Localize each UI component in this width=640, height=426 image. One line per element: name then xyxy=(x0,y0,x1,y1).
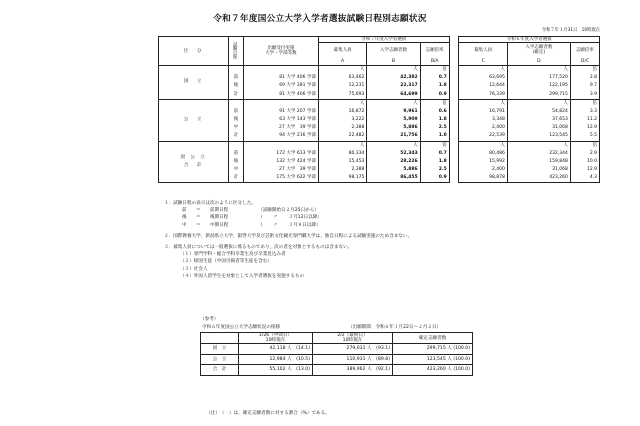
note-1: １．試験日程の表示は次のように区分した。 xyxy=(164,201,256,206)
unit-gap xyxy=(449,141,459,150)
unit-label: 人 xyxy=(507,141,570,150)
ratio-r7-cell: 0.7 xyxy=(420,74,449,82)
ratio-r7-cell: 0.9 xyxy=(420,174,449,183)
ratio-r7-cell: 1.8 xyxy=(420,158,449,166)
applicants-r7-cell: 21,756 xyxy=(367,132,420,141)
capacity-r6-cell: 98,878 xyxy=(459,174,507,183)
reference-header-blank xyxy=(201,333,239,344)
gap-cell xyxy=(449,166,459,174)
unit-label: 倍 xyxy=(570,66,599,75)
reference-row xyxy=(201,365,473,376)
reference-c1-cell: 42,118 人 (14.1) xyxy=(239,344,313,355)
ratio-r7-cell: 0.9 xyxy=(420,91,449,100)
page-title: 令和７年度国公立大学入学者選抜試験日程別志願状況 xyxy=(213,14,427,24)
unit-label: 人 xyxy=(459,141,507,150)
capacity-r6-cell: 80,486 xyxy=(459,150,507,158)
gap-cell xyxy=(449,158,459,166)
applicants-r6-cell: 37,653 xyxy=(507,116,570,124)
header-applicants-r6: 入学志願者数 (確定) xyxy=(507,43,570,58)
header-institutions: 出願受付実施 大学・学部等数 xyxy=(243,37,318,66)
institutions-cell: 81 大学 406 学部 xyxy=(243,91,318,100)
applicants-r6-cell: 177,520 xyxy=(507,74,570,82)
unit-blank xyxy=(243,99,318,108)
header-col_c: C xyxy=(459,57,507,66)
unit-row xyxy=(159,99,600,108)
header-col_ba: B/A xyxy=(420,57,449,66)
schedule-cell: 計 xyxy=(229,91,244,100)
ratio-r7-cell: 0.6 xyxy=(420,108,449,116)
capacity-r7-cell: 2,388 xyxy=(318,124,366,132)
legend-name: 前期日程 xyxy=(210,208,229,214)
unit-label: 人 xyxy=(367,99,420,108)
unit-row xyxy=(159,66,600,75)
schedule-cell: 計 xyxy=(229,132,244,141)
gap-cell xyxy=(449,132,459,141)
gap-cell xyxy=(449,108,459,116)
group-name: 国 立 xyxy=(159,66,229,100)
reference-title: 令和６年度国公立大学志願状況の推移 xyxy=(202,325,281,330)
unit-blank xyxy=(243,66,318,75)
schedule-cell: 前 xyxy=(229,150,244,158)
unit-label: 人 xyxy=(507,99,570,108)
institutions-cell: 94 大学 216 学部 xyxy=(243,132,318,141)
unit-blank xyxy=(243,141,318,150)
gap-cell xyxy=(449,124,459,132)
applicants-r7-cell: 28,226 xyxy=(367,158,420,166)
capacity-r6-cell: 2,400 xyxy=(459,166,507,174)
legend-sym: 後 xyxy=(182,215,187,221)
applicants-r6-cell: 232,344 xyxy=(507,150,570,158)
ratio-r6-cell: 2.9 xyxy=(570,150,599,158)
ratio-r6-cell: 11.2 xyxy=(570,116,599,124)
capacity-r6-cell: 12,644 xyxy=(459,82,507,90)
legend-sym: 前 xyxy=(182,208,187,214)
unit-label: 人 xyxy=(459,66,507,75)
exclusion-item: （２）帰国生徒（中国引揚者等生徒を含む） xyxy=(180,259,272,265)
reference-header-row xyxy=(201,333,473,344)
unit-label: 倍 xyxy=(570,141,599,150)
note-2: ２．国際教養大学，新潟県立大学，叡啓大学及び芸術文化観光専門職大学は，独自日程による試験実施のため含まない。 xyxy=(164,233,413,239)
reference-c3-cell: 423,260 人 (100.0) xyxy=(393,365,473,376)
capacity-r7-cell: 75,693 xyxy=(318,91,366,100)
unit-blank xyxy=(229,66,244,75)
applicants-r7-cell: 86,455 xyxy=(367,174,420,183)
applicants-r6-cell: 159,848 xyxy=(507,158,570,166)
applicants-r6-cell: 122,195 xyxy=(507,82,570,90)
capacity-r7-cell: 12,231 xyxy=(318,82,366,90)
header-capacity-r6: 募集人員 xyxy=(459,43,507,58)
header-row-1 xyxy=(159,37,600,43)
reference-c2-cell: 389,962 人 (92.1) xyxy=(313,365,393,376)
unit-label: 人 xyxy=(318,66,366,75)
institutions-cell: 175 大学 622 学部 xyxy=(243,174,318,183)
exclusion-item: （３）社会人 xyxy=(180,266,208,272)
capacity-r7-cell: 16,872 xyxy=(318,108,366,116)
legend-sym: 中 xyxy=(182,222,187,228)
capacity-r6-cell: 15,992 xyxy=(459,158,507,166)
schedule-cell: 中 xyxy=(229,124,244,132)
capacity-r6-cell: 63,695 xyxy=(459,74,507,82)
reference-c3-cell: 123,545 人 (100.0) xyxy=(393,354,473,365)
group-name: 公 立 xyxy=(159,99,229,141)
applicants-r7-cell: 42,382 xyxy=(367,74,420,82)
header-ratio-r6: 志願倍率 xyxy=(570,43,599,58)
ratio-r7-cell: 1.0 xyxy=(420,132,449,141)
header-category: 区 分 xyxy=(159,37,229,66)
reference-footnote: （注） （ ）は，確定志願者数に対する割合（%）である。 xyxy=(206,411,330,416)
header-col_a: A xyxy=(318,57,366,66)
capacity-r6-cell: 76,339 xyxy=(459,91,507,100)
header-schedule-text: 試験日程 xyxy=(232,42,238,60)
ratio-r7-cell: 2.5 xyxy=(420,166,449,174)
applicants-r6-cell: 423,260 xyxy=(507,174,570,183)
header-capacity-r7: 募集人員 xyxy=(318,43,366,58)
institutions-cell: 91 大学 207 学部 xyxy=(243,108,318,116)
capacity-r6-cell: 2,400 xyxy=(459,124,507,132)
reference-row xyxy=(201,354,473,365)
ratio-r6-cell: 5.5 xyxy=(570,132,599,141)
group-name: 国 公 立 合 計 xyxy=(159,141,229,183)
institutions-cell: 69 大学 281 学部 xyxy=(243,82,318,90)
ratio-r6-cell: 12.9 xyxy=(570,166,599,174)
header-col_b: B xyxy=(367,57,420,66)
unit-label: 人 xyxy=(367,141,420,150)
ratio-r6-cell: 9.7 xyxy=(570,82,599,90)
capacity-r7-cell: 2,388 xyxy=(318,166,366,174)
institutions-cell: 27 大学 39 学部 xyxy=(243,124,318,132)
applicants-r6-cell: 31,068 xyxy=(507,124,570,132)
institutions-cell: 63 大学 143 学部 xyxy=(243,116,318,124)
legend-detail: （ 〃 ３月12日以降） xyxy=(258,215,322,221)
capacity-r6-cell: 16,791 xyxy=(459,108,507,116)
reference-header-c2: 2/2（最終日） 10時現在 xyxy=(313,333,393,344)
reference-c2-cell: 279,031 人 (93.1) xyxy=(313,344,393,355)
gap-cell xyxy=(449,116,459,124)
legend-detail: （試験開始日２月25日から） xyxy=(258,208,319,214)
ratio-r7-cell: 1.8 xyxy=(420,82,449,90)
reference-header-c1: 1/26（中間日） 10時現在 xyxy=(239,333,313,344)
unit-label: 人 xyxy=(318,141,366,150)
unit-blank xyxy=(229,141,244,150)
reference-c2-cell: 110,931 人 (89.8) xyxy=(313,354,393,365)
unit-label: 倍 xyxy=(420,141,449,150)
header-col_d: D xyxy=(507,57,570,66)
capacity-r7-cell: 63,462 xyxy=(318,74,366,82)
institutions-cell: 27 大学 39 学部 xyxy=(243,166,318,174)
institutions-cell: 132 大学 424 学部 xyxy=(243,158,318,166)
reference-label: （参考） xyxy=(200,317,219,322)
schedule-legend-item xyxy=(164,207,412,214)
legend-eq: ＝ xyxy=(196,215,201,221)
gap-cell xyxy=(449,82,459,90)
reference-row-name: 公 立 xyxy=(201,354,239,365)
unit-label: 人 xyxy=(459,99,507,108)
applicants-r6-cell: 31,068 xyxy=(507,166,570,174)
unit-label: 倍 xyxy=(420,99,449,108)
notes-section xyxy=(164,200,412,280)
reference-c1-cell: 12,984 人 (10.5) xyxy=(239,354,313,365)
ratio-r6-cell: 2.8 xyxy=(570,74,599,82)
ratio-r7-cell: 0.7 xyxy=(420,150,449,158)
header-r7: 令和７年度入学者選抜 xyxy=(318,37,449,43)
institutions-cell: 172 大学 613 学部 xyxy=(243,150,318,158)
schedule-cell: 中 xyxy=(229,166,244,174)
schedule-cell: 後 xyxy=(229,116,244,124)
note-3: ３．募集人員については一般選抜に係るものであり，次の者を対象とするものは含まない。 xyxy=(164,245,353,251)
capacity-r7-cell: 3,222 xyxy=(318,116,366,124)
unit-label: 人 xyxy=(367,66,420,75)
ratio-r6-cell: 3.9 xyxy=(570,91,599,100)
institutions-cell: 81 大学 406 学部 xyxy=(243,74,318,82)
gap-cell xyxy=(449,74,459,82)
exclusion-item: （４）外国人留学生を対象として入学者選抜を実施するもの xyxy=(180,273,305,279)
exclusion-item: （１）専門学科・総合学科卒業生及び卒業見込み者 xyxy=(180,252,286,258)
reference-row-name: 合 計 xyxy=(201,365,239,376)
applicants-r7-cell: 22,317 xyxy=(367,82,420,90)
schedule-cell: 後 xyxy=(229,82,244,90)
legend-eq: ＝ xyxy=(196,208,201,214)
ratio-r6-cell: 10.0 xyxy=(570,158,599,166)
schedule-cell: 前 xyxy=(229,108,244,116)
as-of-date: 令和７年１月31日 10時現在 xyxy=(541,28,600,33)
header-applicants-r7: 入学志願者数 xyxy=(367,43,420,58)
applicants-r7-cell: 64,699 xyxy=(367,91,420,100)
ratio-r6-cell: 3.3 xyxy=(570,108,599,116)
header-schedule xyxy=(229,37,244,66)
applicants-r7-cell: 5,909 xyxy=(367,116,420,124)
applicants-r6-cell: 299,715 xyxy=(507,91,570,100)
capacity-r7-cell: 15,453 xyxy=(318,158,366,166)
header-col_dc: D/C xyxy=(570,57,599,66)
legend-detail: （ 〃 ３月８日以降） xyxy=(258,222,321,228)
reference-period: （出願期間 令和６年１月22日～２月２日） xyxy=(348,325,442,330)
ratio-r7-cell: 2.5 xyxy=(420,124,449,132)
reference-header-c3: 確定志願者数 xyxy=(393,333,473,344)
capacity-r6-cell: 22,539 xyxy=(459,132,507,141)
reference-row-name: 国 立 xyxy=(201,344,239,355)
unit-label: 倍 xyxy=(570,99,599,108)
reference-c3-cell: 299,715 人 (100.0) xyxy=(393,344,473,355)
header-r6: 令和６年度入学者選抜 xyxy=(459,37,600,43)
reference-row xyxy=(201,344,473,355)
unit-label: 人 xyxy=(318,99,366,108)
capacity-r7-cell: 80,334 xyxy=(318,150,366,158)
applicants-r7-cell: 5,886 xyxy=(367,124,420,132)
schedule-legend-item xyxy=(164,222,412,229)
header-gap xyxy=(449,37,459,66)
main-applicant-table xyxy=(158,36,600,183)
ratio-r6-cell: 4.3 xyxy=(570,174,599,183)
schedule-cell: 後 xyxy=(229,158,244,166)
capacity-r6-cell: 3,348 xyxy=(459,116,507,124)
header-ratio-r7: 志願倍率 xyxy=(420,43,449,58)
ratio-r6-cell: 12.9 xyxy=(570,124,599,132)
applicants-r6-cell: 54,824 xyxy=(507,108,570,116)
legend-name: 中期日程 xyxy=(210,222,229,228)
reference-table xyxy=(200,332,473,376)
ratio-r7-cell: 1.8 xyxy=(420,116,449,124)
unit-row xyxy=(159,141,600,150)
gap-cell xyxy=(449,174,459,183)
applicants-r7-cell: 52,343 xyxy=(367,150,420,158)
schedule-cell: 計 xyxy=(229,174,244,183)
capacity-r7-cell: 22,482 xyxy=(318,132,366,141)
capacity-r7-cell: 98,175 xyxy=(318,174,366,183)
schedule-cell: 前 xyxy=(229,74,244,82)
gap-cell xyxy=(449,91,459,100)
applicants-r7-cell: 5,886 xyxy=(367,166,420,174)
legend-name: 後期日程 xyxy=(210,215,229,221)
applicants-r6-cell: 123,545 xyxy=(507,132,570,141)
unit-blank xyxy=(229,99,244,108)
unit-gap xyxy=(449,66,459,75)
unit-label: 人 xyxy=(507,66,570,75)
unit-gap xyxy=(449,99,459,108)
legend-eq: ＝ xyxy=(196,222,201,228)
applicants-r7-cell: 9,961 xyxy=(367,108,420,116)
gap-cell xyxy=(449,150,459,158)
schedule-legend-item xyxy=(164,214,412,221)
reference-c1-cell: 55,102 人 (13.0) xyxy=(239,365,313,376)
unit-label: 倍 xyxy=(420,66,449,75)
